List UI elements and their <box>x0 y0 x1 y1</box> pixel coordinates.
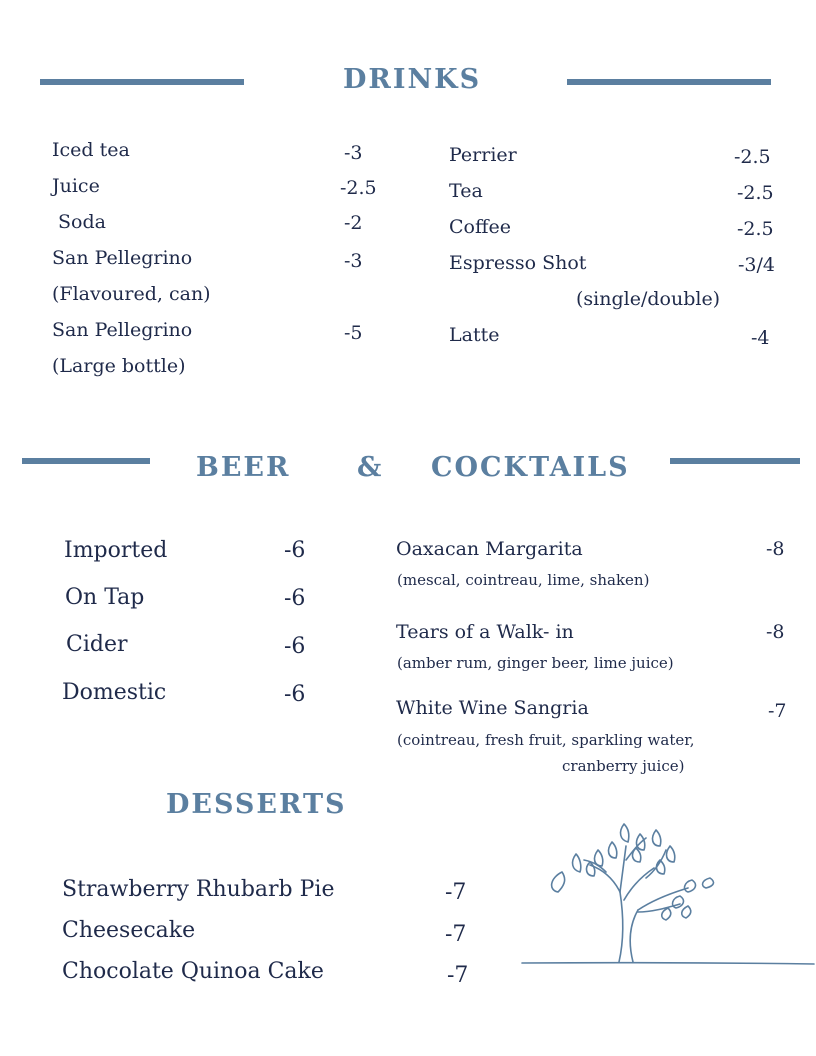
drink-name: Iced tea <box>52 139 130 161</box>
beer-price: -6 <box>284 586 306 611</box>
cocktail-description: (cointreau, fresh fruit, sparkling water, <box>397 731 695 749</box>
cocktail-price: -8 <box>766 621 785 643</box>
drink-price: -4 <box>751 327 770 349</box>
drink-name: Juice <box>52 175 100 197</box>
drink-name: Soda <box>58 211 106 233</box>
drink-price: -2.5 <box>737 182 774 204</box>
beer-price: -6 <box>284 538 306 563</box>
drink-price: -3/4 <box>738 254 775 276</box>
dessert-name: Strawberry Rhubarb Pie <box>62 877 335 902</box>
drink-price: -5 <box>344 322 363 344</box>
drink-name: Espresso Shot <box>449 252 587 274</box>
beer-name: Domestic <box>62 680 167 705</box>
divider-rule <box>40 79 244 85</box>
cocktail-name: Tears of a Walk- in <box>396 621 574 643</box>
drink-name: Coffee <box>449 216 511 238</box>
ampersand: & <box>357 452 384 483</box>
drink-price: -3 <box>344 142 363 164</box>
drink-name: Latte <box>449 324 500 346</box>
drink-name: Tea <box>449 180 483 202</box>
drink-note: (Flavoured, can) <box>52 283 211 305</box>
drink-name: Perrier <box>449 144 517 166</box>
drinks-heading: DRINKS <box>343 64 482 95</box>
cocktail-description: (mescal, cointreau, lime, shaken) <box>397 571 650 589</box>
drink-price: -3 <box>344 250 363 272</box>
cocktail-name: White Wine Sangria <box>396 697 589 719</box>
beer-price: -6 <box>284 682 306 707</box>
drink-price: -2.5 <box>737 218 774 240</box>
tree-icon <box>520 820 816 970</box>
desserts-heading: DESSERTS <box>166 789 347 820</box>
drink-price: -2.5 <box>734 146 771 168</box>
beer-name: On Tap <box>65 585 145 610</box>
drink-note: (Large bottle) <box>52 355 186 377</box>
beer-price: -6 <box>284 634 306 659</box>
beer-name: Cider <box>66 632 128 657</box>
cocktail-description: (amber rum, ginger beer, lime juice) <box>397 654 674 672</box>
cocktail-price: -8 <box>766 538 785 560</box>
beer-name: Imported <box>64 538 168 563</box>
dessert-price: -7 <box>445 922 467 947</box>
drink-name: San Pellegrino <box>52 247 193 269</box>
divider-rule <box>670 458 800 464</box>
divider-rule <box>567 79 771 85</box>
dessert-name: Chocolate Quinoa Cake <box>62 959 324 984</box>
dessert-price: -7 <box>447 963 469 988</box>
cocktails-heading: COCKTAILS <box>431 452 630 483</box>
dessert-name: Cheesecake <box>62 918 196 943</box>
drink-price: -2.5 <box>340 177 377 199</box>
cocktail-name: Oaxacan Margarita <box>396 538 583 560</box>
drink-price: -2 <box>344 212 363 234</box>
beer-heading: BEER <box>196 452 291 483</box>
drink-note: (single/double) <box>576 288 721 310</box>
dessert-price: -7 <box>445 880 467 905</box>
cocktail-price: -7 <box>768 700 787 722</box>
drink-name: San Pellegrino <box>52 319 193 341</box>
cocktail-description: cranberry juice) <box>562 757 685 775</box>
divider-rule <box>22 458 150 464</box>
